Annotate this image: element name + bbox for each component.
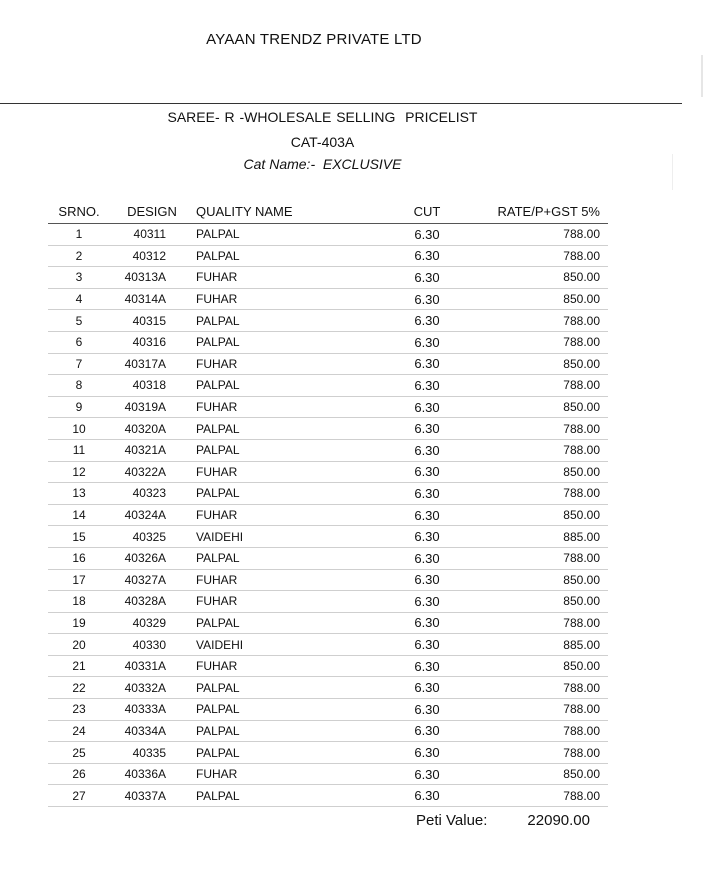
cell-rate: 850.00 [458,461,608,483]
cell-design: 40336A [110,763,194,785]
table-row [48,418,608,440]
cell-quality: VAIDEHI [194,634,396,656]
cell-srno: 22 [48,677,110,699]
cell-srno: 15 [48,526,110,548]
table-row [48,547,608,569]
cell-cut: 6.30 [396,569,458,591]
table-row [48,310,608,332]
cell-rate: 788.00 [458,547,608,569]
cell-rate: 788.00 [458,310,608,332]
cell-design: 40331A [110,655,194,677]
cell-rate: 788.00 [458,720,608,742]
cell-rate: 788.00 [458,612,608,634]
cell-rate: 788.00 [458,245,608,267]
cell-cut: 6.30 [396,655,458,677]
cell-design: 40330 [110,634,194,656]
cell-quality: PALPAL [194,418,396,440]
cell-design: 40325 [110,526,194,548]
cell-rate: 850.00 [458,763,608,785]
scan-edge [701,55,703,97]
cell-srno: 16 [48,547,110,569]
cell-cut: 6.30 [396,504,458,526]
cell-cut: 6.30 [396,483,458,505]
cell-quality: PALPAL [194,612,396,634]
cell-rate: 788.00 [458,677,608,699]
cell-srno: 20 [48,634,110,656]
cell-design: 40315 [110,310,194,332]
cell-design: 40318 [110,375,194,397]
cell-rate: 850.00 [458,591,608,613]
cell-design: 40321A [110,439,194,461]
cell-srno: 26 [48,763,110,785]
cell-design: 40322A [110,461,194,483]
cell-cut: 6.30 [396,439,458,461]
cell-quality: FUHAR [194,288,396,310]
scan-edge-mark [672,154,673,190]
col-header-design: DESIGN [110,199,194,224]
table-row [48,245,608,267]
cell-design: 40324A [110,504,194,526]
cell-srno: 12 [48,461,110,483]
cell-srno: 14 [48,504,110,526]
cell-rate: 788.00 [458,483,608,505]
cell-quality: FUHAR [194,655,396,677]
cell-design: 40334A [110,720,194,742]
table-row [48,569,608,591]
cell-quality: FUHAR [194,267,396,289]
price-table [48,199,608,807]
cell-rate: 885.00 [458,634,608,656]
cell-design: 40332A [110,677,194,699]
cell-quality: FUHAR [194,353,396,375]
catalog-id: CAT-403A [290,134,355,150]
table-row [48,461,608,483]
cell-quality: PALPAL [194,677,396,699]
cell-quality: PALPAL [194,742,396,764]
cell-quality: PALPAL [194,483,396,505]
table-row [48,785,608,807]
cell-cut: 6.30 [396,677,458,699]
cell-quality: PALPAL [194,245,396,267]
cell-rate: 788.00 [458,224,608,246]
table-row [48,439,608,461]
table-row [48,353,608,375]
cell-srno: 18 [48,591,110,613]
cell-design: 40316 [110,331,194,353]
cell-rate: 850.00 [458,569,608,591]
cell-quality: PALPAL [194,224,396,246]
cell-cut: 6.30 [396,288,458,310]
cell-quality: PALPAL [194,331,396,353]
cell-design: 40329 [110,612,194,634]
cell-design: 40335 [110,742,194,764]
cell-rate: 788.00 [458,375,608,397]
cell-rate: 788.00 [458,742,608,764]
cell-cut: 6.30 [396,591,458,613]
cell-cut: 6.30 [396,742,458,764]
cell-rate: 850.00 [458,396,608,418]
cell-cut: 6.30 [396,612,458,634]
cell-rate: 788.00 [458,439,608,461]
cell-srno: 5 [48,310,110,332]
table-row [48,288,608,310]
table-body [48,224,608,807]
cell-srno: 27 [48,785,110,807]
cell-cut: 6.30 [396,720,458,742]
table-row [48,396,608,418]
cell-srno: 19 [48,612,110,634]
cell-design: 40327A [110,569,194,591]
cell-cut: 6.30 [396,634,458,656]
cell-cut: 6.30 [396,224,458,246]
cell-cut: 6.30 [396,331,458,353]
cell-quality: FUHAR [194,569,396,591]
cell-srno: 9 [48,396,110,418]
cell-rate: 788.00 [458,785,608,807]
cell-design: 40311 [110,224,194,246]
peti-value: 22090.00 [527,812,590,829]
cell-design: 40337A [110,785,194,807]
cell-design: 40333A [110,699,194,721]
cell-cut: 6.30 [396,353,458,375]
cell-rate: 850.00 [458,655,608,677]
cell-design: 40313A [110,267,194,289]
peti-label: Peti Value: [416,812,488,829]
cell-quality: PALPAL [194,720,396,742]
cell-cut: 6.30 [396,763,458,785]
table-row [48,677,608,699]
cell-quality: PALPAL [194,310,396,332]
cell-design: 40319A [110,396,194,418]
company-name: AYAAN TRENDZ PRIVATE LTD [206,31,422,48]
cell-srno: 17 [48,569,110,591]
table-row [48,526,608,548]
cell-rate: 788.00 [458,418,608,440]
cell-quality: PALPAL [194,547,396,569]
header-divider [0,103,682,104]
cell-rate: 850.00 [458,353,608,375]
cell-quality: PALPAL [194,375,396,397]
cell-cut: 6.30 [396,526,458,548]
table-row [48,720,608,742]
cell-quality: FUHAR [194,504,396,526]
cell-srno: 4 [48,288,110,310]
cell-srno: 10 [48,418,110,440]
cell-srno: 23 [48,699,110,721]
cell-design: 40328A [110,591,194,613]
col-header-quality: QUALITY NAME [194,199,396,224]
table-row [48,504,608,526]
cell-cut: 6.30 [396,547,458,569]
table-row [48,763,608,785]
cell-rate: 850.00 [458,288,608,310]
pricelist-title: SAREE- R -WHOLESALE SELLING PRICELIST [167,109,478,125]
cell-srno: 8 [48,375,110,397]
cell-srno: 11 [48,439,110,461]
cell-design: 40312 [110,245,194,267]
table-row [48,224,608,246]
cell-srno: 25 [48,742,110,764]
cell-srno: 2 [48,245,110,267]
table-row [48,483,608,505]
cell-quality: PALPAL [194,785,396,807]
cell-rate: 850.00 [458,504,608,526]
cell-srno: 1 [48,224,110,246]
table-row [48,699,608,721]
catalog-name: Cat Name:- EXCLUSIVE [243,156,402,172]
cell-srno: 24 [48,720,110,742]
cell-design: 40326A [110,547,194,569]
cell-cut: 6.30 [396,785,458,807]
cell-cut: 6.30 [396,396,458,418]
cell-cut: 6.30 [396,699,458,721]
cell-cut: 6.30 [396,267,458,289]
table-row [48,655,608,677]
cell-design: 40323 [110,483,194,505]
cell-design: 40314A [110,288,194,310]
cell-quality: FUHAR [194,461,396,483]
table-row [48,591,608,613]
col-header-rate: RATE/P+GST 5% [458,199,608,224]
table-row [48,331,608,353]
cell-quality: FUHAR [194,396,396,418]
cell-design: 40317A [110,353,194,375]
table-row [48,612,608,634]
cell-rate: 850.00 [458,267,608,289]
cell-cut: 6.30 [396,375,458,397]
cell-quality: FUHAR [194,591,396,613]
cell-quality: FUHAR [194,763,396,785]
col-header-cut: CUT [396,199,458,224]
cell-srno: 6 [48,331,110,353]
cell-srno: 13 [48,483,110,505]
peti-value-row [416,812,590,829]
cell-srno: 21 [48,655,110,677]
cell-srno: 3 [48,267,110,289]
table-row [48,267,608,289]
table-row [48,742,608,764]
cell-quality: PALPAL [194,699,396,721]
col-header-srno: SRNO. [48,199,110,224]
table-row [48,634,608,656]
table-row [48,375,608,397]
cell-cut: 6.30 [396,461,458,483]
cell-srno: 7 [48,353,110,375]
cell-quality: VAIDEHI [194,526,396,548]
cell-design: 40320A [110,418,194,440]
cell-cut: 6.30 [396,418,458,440]
cell-quality: PALPAL [194,439,396,461]
cell-rate: 788.00 [458,699,608,721]
cell-rate: 788.00 [458,331,608,353]
cell-rate: 885.00 [458,526,608,548]
cell-cut: 6.30 [396,310,458,332]
cell-cut: 6.30 [396,245,458,267]
table-header-row [48,199,608,224]
